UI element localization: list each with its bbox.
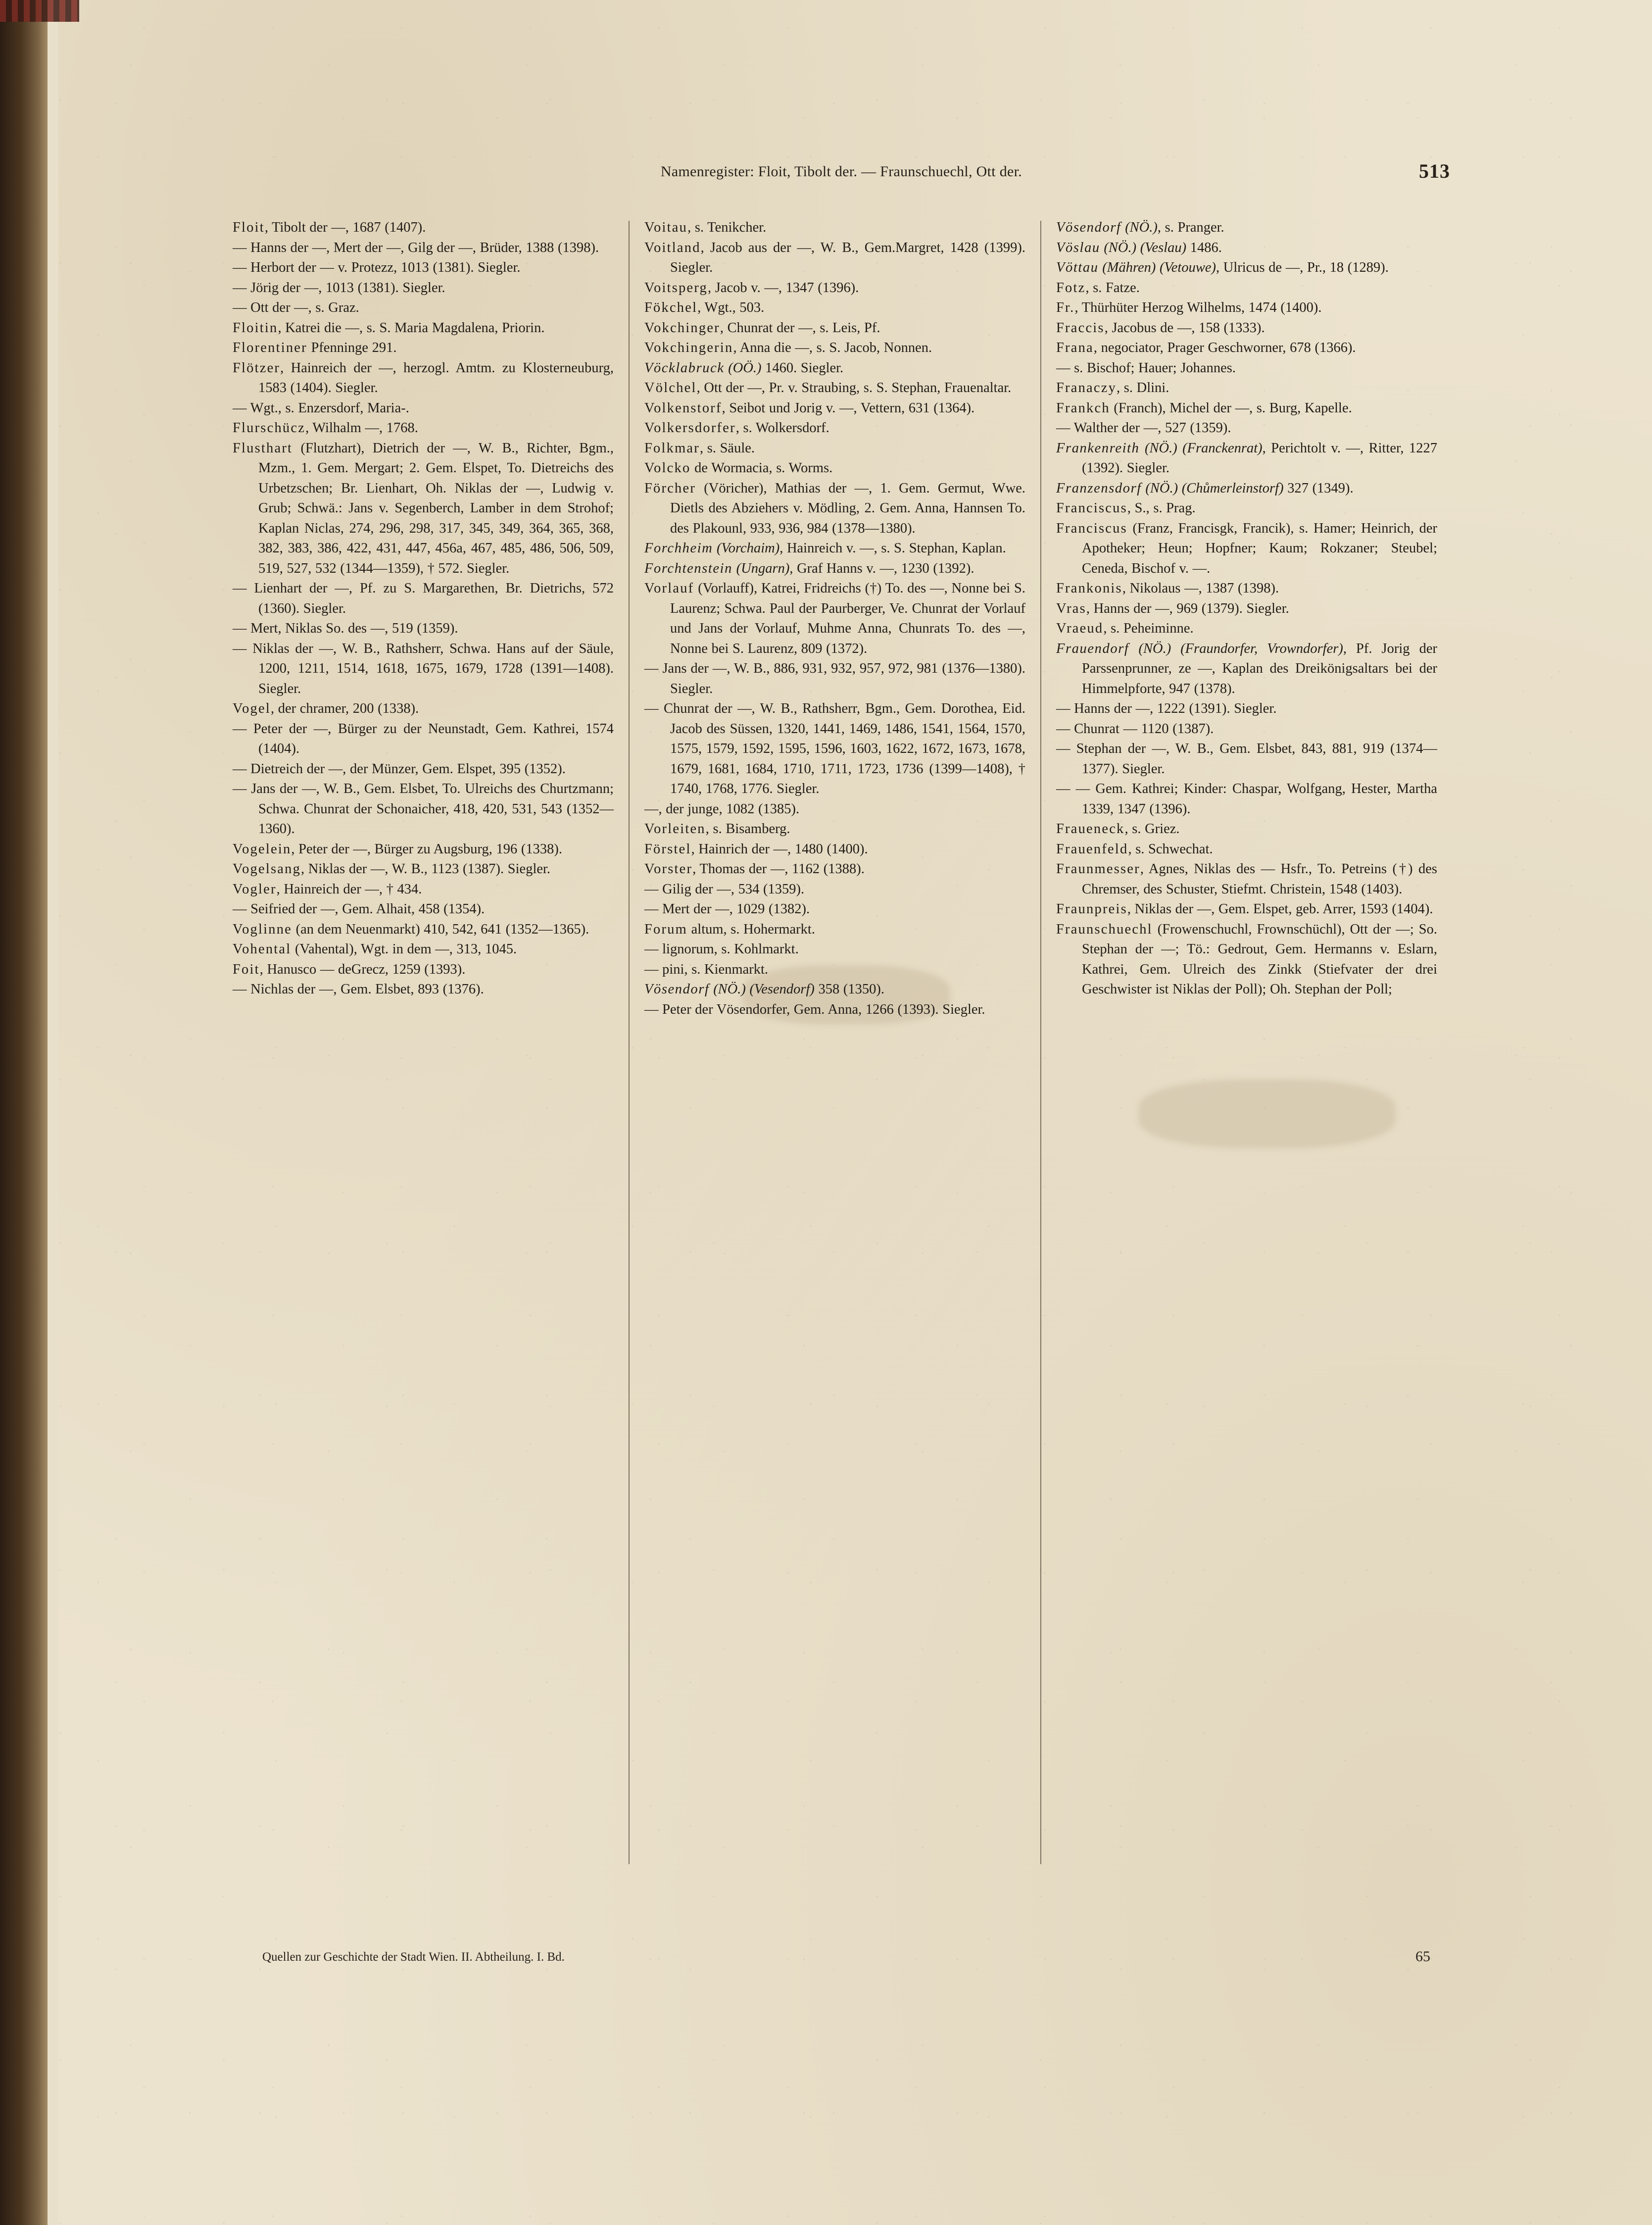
index-entry: Franaczy, s. Dlini. xyxy=(1056,380,1169,396)
index-entry: Förstel, Hainrich der —, 1480 (1400). xyxy=(644,841,868,857)
index-entry: Franciscus (Franz, Francisgk, Francik), s. Hamer; Heinrich, der Apotheker; Heun; Hopfner; Kaum; Rokzaner; Steubel; Ceneda, Bischof v. —. xyxy=(1056,520,1437,576)
index-entry: Volcko de Wormacia, s. Worms. xyxy=(644,460,833,476)
entry-headword: Folkmar xyxy=(644,440,700,456)
index-entry: — Hanns der —, Mert der —, Gilg der —, Brüder, 1388 (1398). xyxy=(233,240,599,255)
signature-number: 65 xyxy=(1415,1948,1430,1965)
entry-headword: Forchheim xyxy=(644,541,713,556)
index-entry: Frankenreith (NÖ.) (Franckenrat), Perichtolt v. —, Ritter, 1227 (1392). Siegler. xyxy=(1056,440,1437,476)
entry-headword: Vokchingerin xyxy=(644,340,733,355)
entry-headword: Frauendorf xyxy=(1056,641,1129,656)
index-entry: Florentiner Pfenninge 291. xyxy=(233,340,397,355)
index-entry: — pini, s. Kienmarkt. xyxy=(644,961,769,977)
index-entry: Vöttau (Mähren) (Vetouwe), Ulricus de —, Pr., 18 (1289). xyxy=(1056,260,1389,275)
entry-headword: Volkenstorf xyxy=(644,400,722,416)
entry-headword: Vorlauf xyxy=(644,581,694,596)
index-entry: Floitin, Katrei die —, s. S. Maria Magdalena, Priorin. xyxy=(233,320,545,336)
index-entry: Forum altum, s. Hohermarkt. xyxy=(644,921,815,937)
entry-headword: Florentiner xyxy=(233,340,307,355)
entry-place-qualifier: (NÖ.) (Franckenrat) xyxy=(1139,440,1263,456)
index-entry: —, der junge, 1082 (1385). xyxy=(644,801,800,817)
entry-headword: Vorleiten xyxy=(644,821,706,837)
index-entry: Völchel, Ott der —, Pr. v. Straubing, s. S. Stephan, Frauenaltar. xyxy=(644,380,1012,396)
index-entry: Folkmar, s. Säule. xyxy=(644,440,755,456)
index-entry: Forchheim (Vorchaim), Hainreich v. —, s. S. Stephan, Kaplan. xyxy=(644,541,1006,556)
index-entry: — Walther der —, 527 (1359). xyxy=(1056,420,1231,436)
index-entry: Vösendorf (NÖ.) (Vesendorf) 358 (1350). xyxy=(644,982,885,997)
column-divider xyxy=(1040,221,1041,1864)
index-entry: — — Gem. Kathrei; Kinder: Chaspar, Wolfgang, Hester, Martha 1339, 1347 (1396). xyxy=(1056,781,1437,817)
index-entry: Franciscus, S., s. Prag. xyxy=(1056,500,1196,516)
index-entry: — lignorum, s. Kohlmarkt. xyxy=(644,941,799,957)
entry-headword: Fraunschuechl xyxy=(1056,921,1153,937)
entry-headword: Förstel xyxy=(644,841,691,857)
index-entry: Vohental (Vahental), Wgt. in dem —, 313, 1045. xyxy=(233,941,517,957)
entry-headword: Vogler xyxy=(233,881,277,897)
entry-headword: Frankenreith xyxy=(1056,440,1140,456)
entry-headword: Franaczy xyxy=(1056,380,1117,396)
entry-headword: Franciscus xyxy=(1056,500,1127,516)
entry-headword: Fraunpreis xyxy=(1056,901,1127,917)
index-entry: — Jörig der —, 1013 (1381). Siegler. xyxy=(233,280,445,296)
index-entry: — Jans der —, W. B., Gem. Elsbet, To. Ulreichs des Churtzmann; Schwa. Chunrat der Schonaicher, 418, 420, 531, 543 (1352—1360). xyxy=(233,781,614,837)
index-entry: Volkersdorfer, s. Wolkersdorf. xyxy=(644,420,829,436)
index-entry: Vorster, Thomas der —, 1162 (1388). xyxy=(644,861,865,877)
index-entry: Flusthart (Flutzhart), Dietrich der —, W. B., Richter, Bgm., Mzm., 1. Gem. Mergart; 2. Gem. Elspet, To. Dietreichs des Urbetzschen; Br. Lienhart, Oh. Niklas der —, Ludwig v. Grub; Schwä.: Jans v. Segenberch, Lamber in dem Strohof; Kaplan Niclas, 274, 296, 298, 317, 345, 349, 364, 365, 368, 382, 383, 386, 422, 431, 447, 456a, 467, 485, 486, 506, 509, 519, 527, 532 (1344—1359), † 572. Siegler. xyxy=(233,440,614,576)
entry-headword: Forchtenstein xyxy=(644,560,733,576)
entry-headword: Frankonis xyxy=(1056,581,1122,596)
entry-headword: Vösendorf xyxy=(644,982,710,997)
entry-headword: Fr. xyxy=(1056,300,1075,315)
index-entry: Förcher (Vöricher), Mathias der —, 1. Gem. Germut, Wwe. Dietls des Abziehers v. Mödling, 2. Gem. Anna, Hannsen To. des Plakounl, 933, 936, 984 (1378—1380). xyxy=(644,480,1025,536)
entry-headword: Franciscus xyxy=(1056,520,1127,536)
index-entry: Vogelsang, Niklas der —, W. B., 1123 (1387). Siegler. xyxy=(233,861,551,877)
entry-headword: Vöcklabruck xyxy=(644,360,725,376)
index-entry: — Peter der —, Bürger zu der Neunstadt, Gem. Kathrei, 1574 (1404). xyxy=(233,721,614,756)
index-entry: Frankch (Franch), Michel der —, s. Burg, Kapelle. xyxy=(1056,400,1352,416)
index-entry: Frauenfeld, s. Schwechat. xyxy=(1056,841,1213,857)
entry-headword: Vöttau xyxy=(1056,260,1099,275)
index-entry: — Hanns der —, 1222 (1391). Siegler. xyxy=(1056,701,1277,716)
index-entry: — Dietreich der —, der Münzer, Gem. Elspet, 395 (1352). xyxy=(233,761,566,777)
index-entry: — Chunrat der —, W. B., Rathsherr, Bgm., Gem. Dorothea, Eid. Jacob des Süssen, 1320, 1441, 1469, 1486, 1541, 1564, 1570, 1575, 1579, 1592, 1595, 1596, 1603, 1622, 1672, 1673, 1678, 1679, 1681, 1684, 1710, 1711, 1723, 1736 (1399—1408), † 1740, 1768, 1776. Siegler. xyxy=(644,701,1025,796)
index-entry: — Gilig der —, 534 (1359). xyxy=(644,881,805,897)
running-head xyxy=(233,160,1450,198)
index-entry: Frankonis, Nikolaus —, 1387 (1398). xyxy=(1056,581,1279,596)
index-entry: Vraeud, s. Peheiminne. xyxy=(1056,621,1194,636)
entry-place-qualifier: (Ungarn) xyxy=(732,560,790,576)
index-entry: — Chunrat — 1120 (1387). xyxy=(1056,721,1214,737)
index-entry: Flötzer, Hainreich der —, herzogl. Amtm. zu Klosterneuburg, 1583 (1404). Siegler. xyxy=(233,360,614,396)
index-entry: — Stephan der —, W. B., Gem. Elsbet, 843, 881, 919 (1374—1377). Siegler. xyxy=(1056,741,1437,777)
entry-headword: Flusthart xyxy=(233,440,293,456)
index-entry: Vöcklabruck (OÖ.) 1460. Siegler. xyxy=(644,360,844,376)
entry-headword: Fraccis xyxy=(1056,320,1105,336)
index-columns xyxy=(233,218,1450,1864)
index-entry: Fraueneck, s. Griez. xyxy=(1056,821,1180,837)
entry-place-qualifier: (NÖ.) xyxy=(1121,220,1158,235)
entry-headword: Flurschücz xyxy=(233,420,306,436)
entry-headword: Vras xyxy=(1056,600,1086,616)
index-entry: — Niklas der —, W. B., Rathsherr, Schwa. Hans auf der Säule, 1200, 1211, 1514, 1618, 1675, 1679, 1728 (1391—1408). Siegler. xyxy=(233,641,614,696)
index-entry: Vogler, Hainreich der —, † 434. xyxy=(233,881,422,897)
index-entry: Vras, Hanns der —, 969 (1379). Siegler. xyxy=(1056,600,1289,616)
index-column-3 xyxy=(1056,218,1437,1864)
entry-headword: Vösendorf xyxy=(1056,220,1121,235)
entry-place-qualifier: (NÖ.) (Chůmerleinstorf) xyxy=(1141,480,1284,496)
index-entry: — Lienhart der —, Pf. zu S. Margarethen, Br. Dietrichs, 572 (1360). Siegler. xyxy=(233,581,614,616)
entry-headword: Vöslau xyxy=(1056,240,1100,255)
entry-place-qualifier: (Vorchaim) xyxy=(713,541,780,556)
index-entry: Fotz, s. Fatze. xyxy=(1056,280,1140,296)
entry-place-qualifier: (NÖ.) (Fraundorfer, Vrowndorfer) xyxy=(1129,641,1343,656)
entry-headword: Floitin xyxy=(233,320,278,336)
index-entry: Fökchel, Wgt., 503. xyxy=(644,300,765,315)
index-entry: — Wgt., s. Enzersdorf, Maria-. xyxy=(233,400,409,416)
entry-headword: Fotz xyxy=(1056,280,1086,296)
index-entry: Foit, Hanusco — deGrecz, 1259 (1393). xyxy=(233,961,466,977)
index-entry: Voitsperg, Jacob v. —, 1347 (1396). xyxy=(644,280,859,296)
index-entry: Vorlauf (Vorlauff), Katrei, Fridreichs (†) To. des —, Nonne bei S. Laurenz; Schwa. Paul der Paurberger, Ve. Chunrat der Vorlauf und Jans der Vorlauf, Muhme Anna, Chunrats To. des —, Nonne bei S. Laurenz, 809 (1372). xyxy=(644,581,1025,656)
entry-headword: Frankch xyxy=(1056,400,1110,416)
entry-place-qualifier: (NÖ.) (Veslau) xyxy=(1100,240,1187,255)
index-entry: Fraccis, Jacobus de —, 158 (1333). xyxy=(1056,320,1265,336)
index-entry: Fraunschuechl (Frowenschuchl, Frownschüchl), Ott der —; So. Stephan der —; Tö.: Gedrout, Gem. Hermanns v. Eslarn, Kathrei, Gem. Ulreich des Zinkk (Stiefvater der drei Geschwister ist Niklas der Poll); Oh. Stephan der Poll; xyxy=(1056,921,1437,997)
index-entry: Voitland, Jacob aus der —, W. B., Gem.Margret, 1428 (1399). Siegler. xyxy=(644,240,1025,275)
index-entry: — Mert der —, 1029 (1382). xyxy=(644,901,810,917)
index-entry: Vokchinger, Chunrat der —, s. Leis, Pf. xyxy=(644,320,880,336)
entry-headword: Floit xyxy=(233,220,265,235)
entry-headword: Voitland xyxy=(644,240,701,255)
index-entry: — Jans der —, W. B., 886, 931, 932, 957, 972, 981 (1376—1380). Siegler. xyxy=(644,661,1025,696)
entry-headword: Foit xyxy=(233,961,260,977)
entry-headword: Fraunmesser xyxy=(1056,861,1140,877)
running-head-title: Namenregister: Floit, Tibolt der. — Fraunschuechl, Ott der. xyxy=(660,163,1022,180)
index-entry: Vogelein, Peter der —, Bürger zu Augsburg, 196 (1338). xyxy=(233,841,562,857)
index-entry: Vorleiten, s. Bisamberg. xyxy=(644,821,790,837)
entry-headword: Voitau xyxy=(644,220,688,235)
index-entry: Vöslau (NÖ.) (Veslau) 1486. xyxy=(1056,240,1222,255)
entry-headword: Franzensdorf xyxy=(1056,480,1142,496)
index-entry: Vösendorf (NÖ.), s. Pranger. xyxy=(1056,220,1224,235)
index-entry: — Mert, Niklas So. des —, 519 (1359). xyxy=(233,621,458,636)
index-entry: Vogel, der chramer, 200 (1338). xyxy=(233,701,419,716)
entry-headword: Völchel xyxy=(644,380,697,396)
index-entry: — Seifried der —, Gem. Alhait, 458 (1354). xyxy=(233,901,485,917)
entry-headword: Vogelein xyxy=(233,841,292,857)
entry-place-qualifier: (NÖ.) (Vesendorf) xyxy=(709,982,815,997)
entry-headword: Volkersdorfer xyxy=(644,420,736,436)
index-entry: Vokchingerin, Anna die —, s. S. Jacob, Nonnen. xyxy=(644,340,932,355)
entry-headword: Forum xyxy=(644,921,688,937)
index-entry: — Peter der Vösendorfer, Gem. Anna, 1266 (1393). Siegler. xyxy=(644,1001,985,1017)
page-number: 513 xyxy=(1419,160,1450,182)
entry-headword: Vohental xyxy=(233,941,292,957)
index-column-2 xyxy=(644,218,1025,1864)
entry-headword: Vogelsang xyxy=(233,861,301,877)
index-entry: Voglinne (an dem Neuenmarkt) 410, 542, 641 (1352—1365). xyxy=(233,921,589,937)
footer-series-title: Quellen zur Geschichte der Stadt Wien. II. Abtheilung. I. Bd. xyxy=(262,1950,565,1964)
index-entry: Fr., Thürhüter Herzog Wilhelms, 1474 (1400). xyxy=(1056,300,1322,315)
index-entry: Voitau, s. Tenikcher. xyxy=(644,220,767,235)
index-entry: Franzensdorf (NÖ.) (Chůmerleinstorf) 327 (1349). xyxy=(1056,480,1354,496)
column-divider xyxy=(629,221,630,1864)
entry-headword: Vogel xyxy=(233,701,271,716)
entry-place-qualifier: (Mähren) (Vetouwe) xyxy=(1098,260,1216,275)
entry-headword: Förcher xyxy=(644,480,696,496)
index-entry: — Ott der —, s. Graz. xyxy=(233,300,359,315)
index-entry: Volkenstorf, Seibot und Jorig v. —, Vettern, 631 (1364). xyxy=(644,400,975,416)
index-entry: Fraunpreis, Niklas der —, Gem. Elspet, geb. Arrer, 1593 (1404). xyxy=(1056,901,1433,917)
entry-headword: Flötzer xyxy=(233,360,281,376)
entry-headword: Vokchinger xyxy=(644,320,720,336)
entry-headword: Frana xyxy=(1056,340,1094,355)
index-entry: Fraunmesser, Agnes, Niklas des — Hsfr., To. Petreins (†) des Chremser, des Schuster, Stiefmt. Christein, 1548 (1403). xyxy=(1056,861,1437,897)
index-entry: Frauendorf (NÖ.) (Fraundorfer, Vrowndorfer), Pf. Jorig der Parssenprunner, ze —, Kaplan des Dreikönigsaltars bei der Himmelpforte, 947 (1378). xyxy=(1056,641,1438,696)
entry-headword: Fökchel xyxy=(644,300,698,315)
entry-headword: Voglinne xyxy=(233,921,292,937)
entry-headword: Volcko xyxy=(644,460,691,476)
index-entry: Frana, negociator, Prager Geschworner, 678 (1366). xyxy=(1056,340,1356,355)
entry-place-qualifier: (OÖ.) xyxy=(724,360,762,376)
book-gutter-shadow xyxy=(0,0,48,2225)
index-entry: — s. Bischof; Hauer; Johannes. xyxy=(1056,360,1236,376)
page-content xyxy=(233,160,1450,1864)
entry-headword: Fraueneck xyxy=(1056,821,1125,837)
index-column-1 xyxy=(233,218,614,1864)
entry-headword: Voitsperg xyxy=(644,280,708,296)
index-entry: Flurschücz, Wilhalm —, 1768. xyxy=(233,420,418,436)
index-entry: — Herbort der — v. Protezz, 1013 (1381). Siegler. xyxy=(233,260,521,275)
index-entry: Floit, Tibolt der —, 1687 (1407). xyxy=(233,220,426,235)
scan-color-marks xyxy=(0,0,79,22)
index-entry: Forchtenstein (Ungarn), Graf Hanns v. —, 1230 (1392). xyxy=(644,560,974,576)
entry-headword: Vorster xyxy=(644,861,693,877)
entry-headword: Vraeud xyxy=(1056,621,1104,636)
index-entry: — Nichlas der —, Gem. Elsbet, 893 (1376). xyxy=(233,982,484,997)
entry-headword: Frauenfeld xyxy=(1056,841,1128,857)
